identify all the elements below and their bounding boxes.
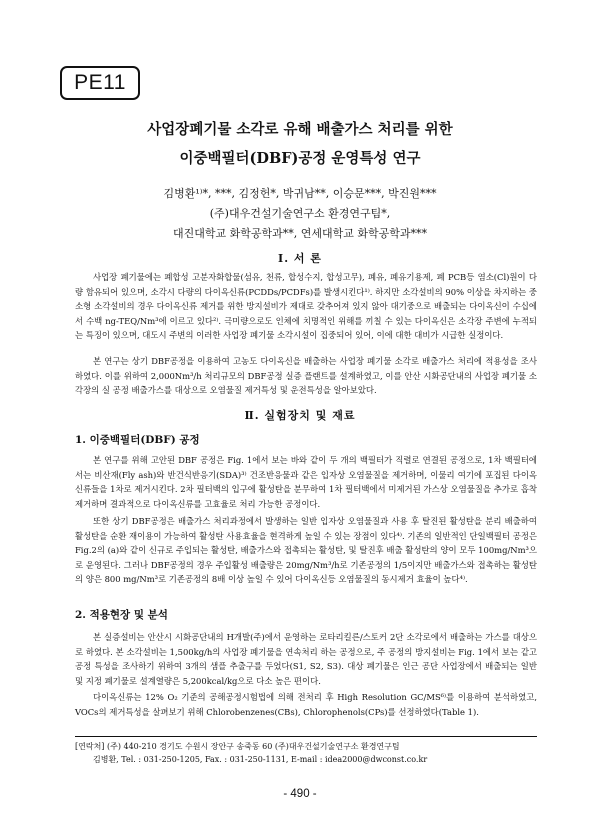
section-heading-intro: Ⅰ. 서 론 xyxy=(278,252,322,265)
subsection-heading-dbf: 1. 이중백필터(DBF) 공정 xyxy=(75,434,200,446)
author-block xyxy=(0,184,600,244)
intro-paragraph-2: 본 연구는 상기 DBF공정을 이용하여 고농도 다이옥신을 배출하는 사업장 폐기물 소각로 배출가스 처리에 적용성을 조사하였다. 이를 위하여 2,000Nm³/h 처리규모의 DBF공정 실증 플랜트를 설계하였고, 이를 안산 시화공단내의 사업장 폐기물 소각장의 실 공정 배출가스를 대상으로 오염물질 제거특성 및 운전특성을 알아보았다. xyxy=(75,356,537,396)
session-code-badge: PE11 xyxy=(60,66,140,100)
section-heading-methods: Ⅱ. 실험장치 및 재료 xyxy=(244,409,356,422)
site-paragraph-1: 본 실증설비는 안산시 시화공단내의 H개발(주)에서 운영하는 로타리킬른/스토커 2단 소각로에서 배출하는 가스를 대상으로 하였다. 본 소각설비는 1,500kg/h의 사업장 폐기물을 연속처리 하는 공정으로, 주 공정의 방지설비는 Fig. 1에서 보는 같고 공정 특성을 조사하기 위하여 3개의 샘플 추출구를 두었다(S1, S2, S3). 대상 폐기물은 인근 공단 사업장에서 배출되는 일반 및 지정 폐기물로 설계열량은 5,200kcal/kg으로 다소 높은 편이다. xyxy=(75,632,537,686)
methods-paragraph-2: 또한 상기 DBF공정은 배출가스 처리과정에서 발생하는 일반 입자상 오염물질과 사용 후 탈진된 활성탄을 분리 배출하여 활성탄을 순환 재이용이 가능하여 활성탄 사용효율을 현격하게 높일 수 있는 장점이 있다⁴⁾. 기존의 일반적인 단일백필터 공정은 Fig.2의 (a)와 같이 신규로 주입되는 활성탄, 배출가스와 접촉되는 활성탄, 및 탈진후 배출 활성탄의 양이 모두 100mg/Nm³으로 운영된다. 그러나 DBF공정의 경우 주입활성 배출량은 20mg/Nm³/h로 기존공정의 1/5이지만 배출가스와 접촉하는 활성탄의 양은 800 mg/Nm³로 기존공정의 8배 이상 높일 수 있어 다이옥신등 오염물질의 동시제거 효율이 높다⁴⁾. xyxy=(75,516,537,585)
author-affiliation-2: 대진대학교 화학공학과**, 연세대학교 화학공학과*** xyxy=(172,227,427,240)
contact-details: 김병환, Tel. : 031-250-1205, Fax. : 031-250-1131, E-mail : idea2000@dwconst.co.kr xyxy=(93,755,428,764)
methods-paragraph-1: 본 연구를 위해 고안된 DBF 공정은 Fig. 1에서 보는 바와 같이 두 개의 백필터가 직렬로 연결된 공정으로, 1차 백필터에서는 비산재(Fly ash)와 반건식반응기(SDA)³⁾ 건조반응물과 같은 입자상 오염물질을 제거하며, 이물리 여기에 포집된 다이옥신류들을 1차로 제거시킨다. 2차 필터백의 입구에 활성탄을 분무하여 1차 필터백에서 미제거된 가스상 오염물질을 추가로 흡착 제거하며 결과적으로 다이옥신류를 고효율로 처리 가능한 공정이다. xyxy=(75,455,537,509)
author-affiliation-1: (주)대우건설기술연구소 환경연구팀*, xyxy=(209,207,391,220)
contact-address: [연락처] (주) 440-210 경기도 수원시 장안구 송죽동 60 (주)대우건설기술연구소 환경연구팀 xyxy=(75,742,400,751)
author-names: 김병환¹⁾*, ***, 김정헌*, 박귀남**, 이승문***, 박진원*** xyxy=(163,187,437,200)
intro-paragraph-1: 사업장 폐기물에는 폐합성 고분자화합물(섬유, 천류, 합성수지, 합성고무), 폐유, 폐유기용제, 폐 PCB등 염소(Cl)원이 다량 함유되어 있으며, 소각시 다량의 다이옥신류(PCDDs/PCDFs)를 발생시킨다¹⁾. 하지만 소각설비의 90% 이상을 차지하는 중소형 소각설비의 경우 다이옥신류 제거를 위한 방지설비가 제대로 갖추어져 있지 않아 대기중으로 배출되는 다이옥신이 수십에서 수백 ng-TEQ/Nm³에 이르고 있다²⁾. 극미량으로도 인체에 치명적인 위해를 끼칠 수 있는 다이옥신은 소각장 주변에 누적되는 특징이 있으며, 대도시 주변의 이러한 사업장 폐기물 소각시설이 집중되어 있어, 이에 대한 대비가 시급한 실정이다. xyxy=(75,272,537,341)
site-paragraph-2: 다이옥신류는 12% O₂ 기준의 공해공정시험법에 의해 전처리 후 High Resolution GC/MS⁶⁾를 이용하여 분석하였고, VOCs의 제거특성을 살펴보기 위해 Chlorobenzenes(CBs), Chlorophenols(CPs)를 선정하였다(Table 1). xyxy=(75,692,537,717)
paper-title-line1: 사업장폐기물 소각로 유해 배출가스 처리를 위한 xyxy=(147,121,453,138)
paper-title-line2: 이중백필터(DBF)공정 운영특성 연구 xyxy=(179,150,421,167)
page-number: - 490 - xyxy=(283,788,317,800)
subsection-heading-site: 2. 적용현장 및 분석 xyxy=(75,609,168,621)
contact-footnote xyxy=(75,736,537,766)
